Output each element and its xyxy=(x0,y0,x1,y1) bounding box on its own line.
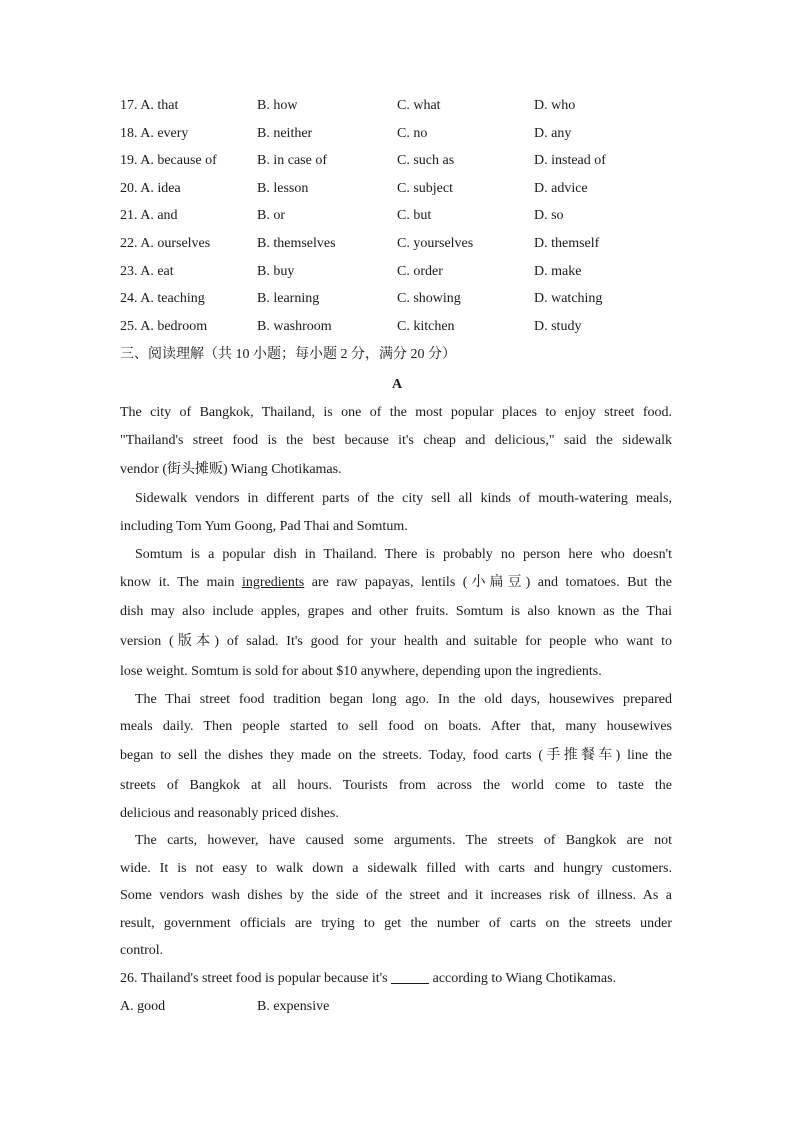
option-a: A. good xyxy=(120,999,166,1014)
option-a: A. that xyxy=(140,98,179,113)
passage-line: Sidewalk vendors in different parts of the city sell all kinds of mouth-watering meals, xyxy=(135,491,672,506)
question-number: 24. xyxy=(120,291,138,306)
option-a: A. bedroom xyxy=(140,319,208,334)
passage-line: vendor (街头摊贩) Wiang Chotikamas. xyxy=(120,462,342,477)
passage-line: control. xyxy=(120,943,164,958)
option-c: C. subject xyxy=(397,181,453,196)
underlined-word: ingredients xyxy=(242,575,305,590)
option-d: D. any xyxy=(534,126,572,141)
option-row-19 xyxy=(120,151,680,171)
option-c: C. showing xyxy=(397,291,461,306)
option-d: D. themself xyxy=(534,236,600,251)
passage-line: version (版本) of salad. It's good for your health and suitable for people who want to xyxy=(120,634,672,649)
passage-line: Somtum is a popular dish in Thailand. There is probably no person here who doesn't xyxy=(135,547,672,562)
option-c: C. kitchen xyxy=(397,319,455,334)
option-d: D. study xyxy=(534,319,582,334)
option-b: B. themselves xyxy=(257,236,336,251)
option-row-22 xyxy=(120,234,680,254)
question-number: 18. xyxy=(120,126,138,141)
option-a: A. idea xyxy=(140,181,181,196)
option-c: C. yourselves xyxy=(397,236,474,251)
question-number: 23. xyxy=(120,264,138,279)
passage-title: A xyxy=(391,377,403,392)
option-row-18 xyxy=(120,124,680,144)
option-a: A. every xyxy=(140,126,189,141)
section-heading: 三、阅读理解（共 10 小题；每小题 2 分，满分 20 分） xyxy=(120,347,456,362)
option-b: B. lesson xyxy=(257,181,309,196)
option-b: B. washroom xyxy=(257,319,332,334)
passage-line: The city of Bangkok, Thailand, is one of the most popular places to enjoy street food. xyxy=(120,405,672,420)
option-a: A. ourselves xyxy=(140,236,211,251)
option-a: A. eat xyxy=(140,264,174,279)
passage-line: lose weight. Somtum is sold for about $10 anywhere, depending upon the ingredients. xyxy=(120,664,602,679)
passage-line: streets of Bangkok at all hours. Tourists from across the world come to taste the xyxy=(120,778,672,793)
question-26: 26. Thailand's street food is popular because it's according to Wiang Chotikamas. xyxy=(120,971,617,986)
passage-line: result, government officials are trying to get the number of carts on the streets under xyxy=(120,916,672,931)
option-d: D. who xyxy=(534,98,576,113)
option-b: B. or xyxy=(257,208,285,223)
answer-blank xyxy=(391,969,429,984)
passage-line: wide. It is not easy to walk down a sidewalk filled with carts and hungry customers. xyxy=(120,861,672,876)
option-d: D. so xyxy=(534,208,564,223)
option-d: D. instead of xyxy=(534,153,606,168)
option-b: B. neither xyxy=(257,126,313,141)
option-c: C. no xyxy=(397,126,428,141)
option-c: C. what xyxy=(397,98,441,113)
option-d: D. watching xyxy=(534,291,603,306)
option-d: D. make xyxy=(534,264,582,279)
option-b: B. how xyxy=(257,98,298,113)
question-number: 25. xyxy=(120,319,138,334)
option-row-17 xyxy=(120,96,680,116)
option-a: A. and xyxy=(140,208,178,223)
option-row-25 xyxy=(120,317,680,337)
passage-line: began to sell the dishes they made on the streets. Today, food carts (手推餐车) line the xyxy=(120,748,672,763)
passage-line: The carts, however, have caused some arguments. The streets of Bangkok are not xyxy=(135,833,672,848)
question-number: 22. xyxy=(120,236,138,251)
option-d: D. advice xyxy=(534,181,588,196)
passage-line: dish may also include apples, grapes and other fruits. Somtum is also known as the Thai xyxy=(120,604,672,619)
option-row-21 xyxy=(120,206,680,226)
option-b: B. in case of xyxy=(257,153,327,168)
option-a: A. teaching xyxy=(140,291,205,306)
passage-line: meals daily. Then people started to sell food on boats. After that, many housewives xyxy=(120,719,672,734)
question-number: 21. xyxy=(120,208,138,223)
question-26-options xyxy=(120,997,680,1017)
option-c: C. order xyxy=(397,264,443,279)
option-c: C. but xyxy=(397,208,432,223)
option-row-20 xyxy=(120,179,680,199)
option-b: B. buy xyxy=(257,264,295,279)
passage-line: delicious and reasonably priced dishes. xyxy=(120,806,339,821)
option-c: C. such as xyxy=(397,153,455,168)
question-number: 17. xyxy=(120,98,138,113)
passage-line: "Thailand's street food is the best because it's cheap and delicious," said the sidewalk xyxy=(120,433,672,448)
passage-line: including Tom Yum Goong, Pad Thai and Somtum. xyxy=(120,519,408,534)
option-row-24 xyxy=(120,289,680,309)
passage-line: know it. The main ingredients are raw papayas, lentils (小扁豆) and tomatoes. But the xyxy=(120,575,672,590)
passage-line: Some vendors wash dishes by the side of the street and it increases risk of illness. As a xyxy=(120,888,672,903)
option-row-23 xyxy=(120,262,680,282)
option-a: A. because of xyxy=(140,153,217,168)
option-b: B. learning xyxy=(257,291,320,306)
passage-line: The Thai street food tradition began long ago. In the old days, housewives prepared xyxy=(135,692,672,707)
option-b: B. expensive xyxy=(257,999,330,1014)
question-number: 20. xyxy=(120,181,138,196)
question-number: 19. xyxy=(120,153,138,168)
